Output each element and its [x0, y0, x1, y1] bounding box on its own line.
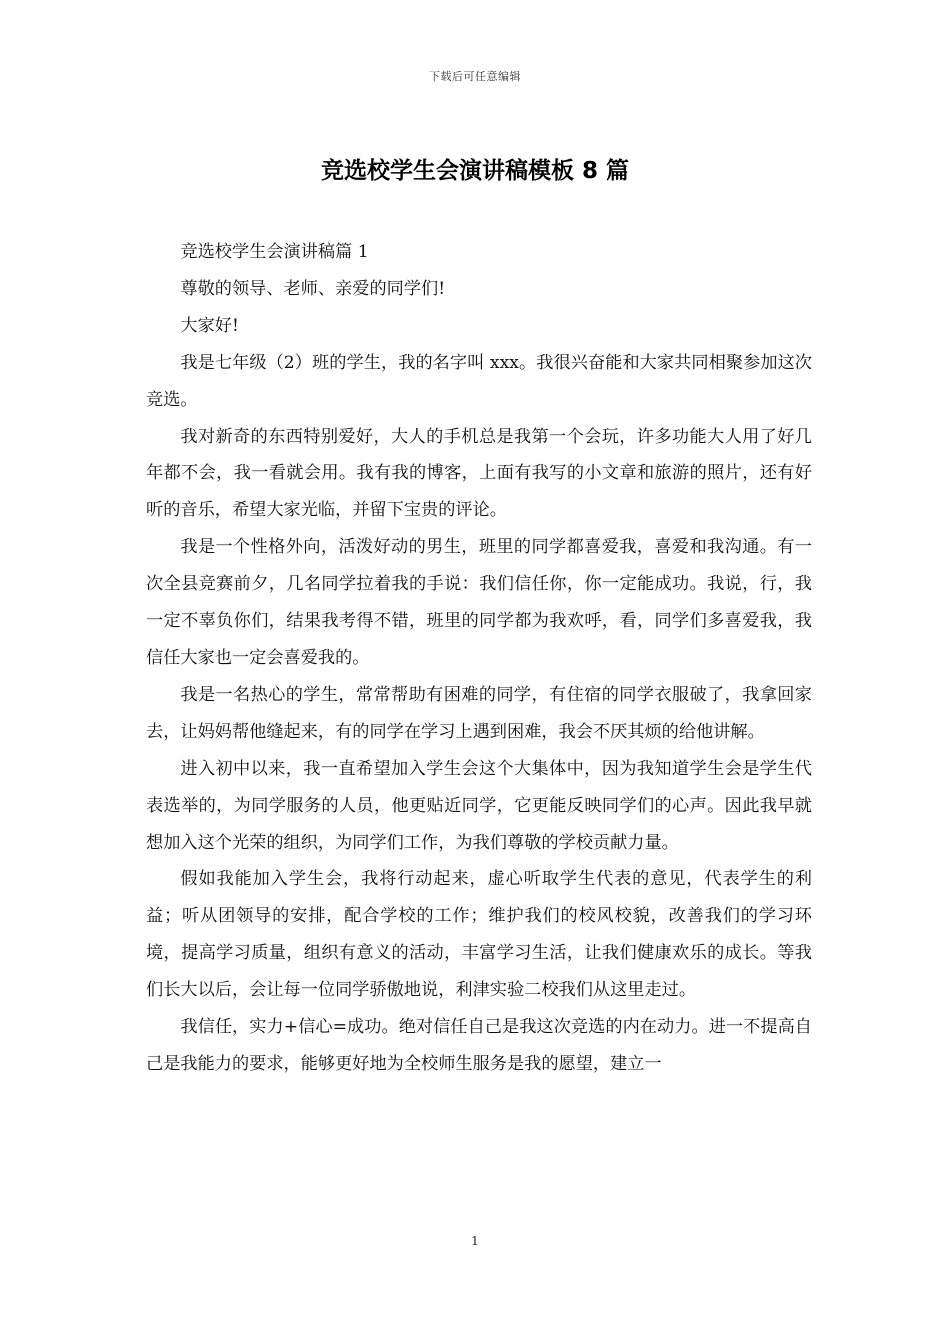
paragraph: 进入初中以来，我一直希望加入学生会这个大集体中，因为我知道学生会是学生代表选举的，为同学服务的人员，他更贴近同学，它更能反映同学们的心声。因此我早就想加入这个光荣的组织，为同学们工作，为我们尊敬的学校贡献力量。: [146, 758, 812, 853]
paragraph: 我是七年级（2）班的学生，我的名字叫 xxx。我很兴奋能和大家共同相聚参加这次竞选。: [146, 352, 812, 410]
document-title: 竞选校学生会演讲稿模板 8 篇: [320, 158, 630, 184]
paragraph-salutation: 尊敬的领导、老师、亲爱的同学们!: [180, 278, 446, 299]
document-body: [146, 234, 812, 1083]
paragraph: 我是一名热心的学生，常常帮助有困难的同学，有住宿的同学衣服破了，我拿回家去，让妈妈帮他缝起来，有的同学在学习上遇到困难，我会不厌其烦的给他讲解。: [146, 684, 812, 742]
header-note: 下载后可任意编辑: [429, 70, 521, 83]
paragraph: 我对新奇的东西特别爱好，大人的手机总是我第一个会玩，许多功能大人用了好几年都不会，我一看就会用。我有我的博客，上面有我写的小文章和旅游的照片，还有好听的音乐，希望大家光临，并留下宝贵的评论。: [146, 426, 812, 521]
page-number: 1: [471, 1234, 479, 1248]
paragraph: 假如我能加入学生会，我将行动起来，虚心听取学生代表的意见，代表学生的利益；听从团领导的安排，配合学校的工作；维护我们的校风校貌，改善我们的学习环境，提高学习质量，组织有意义的活动，丰富学习生活，让我们健康欢乐的成长。等我们长大以后，会让每一位同学骄傲地说，利津实验二校我们从这里走过。: [146, 869, 812, 1001]
paragraph-section-heading: 竞选校学生会演讲稿篇 1: [180, 242, 369, 262]
paragraph: 我是一个性格外向，活泼好动的男生，班里的同学都喜爱我，喜爱和我沟通。有一次全县竞赛前夕，几名同学拉着我的手说：我们信任你，你一定能成功。我说，行，我一定不辜负你们，结果我考得不错，班里的同学都为我欢呼，看，同学们多喜爱我，我信任大家也一定会喜爱我的。: [146, 537, 812, 668]
paragraph: 我信任，实力+信心=成功。绝对信任自己是我这次竞选的内在动力。进一不提高自己是我能力的要求，能够更好地为全校师生服务是我的愿望，建立一: [146, 1017, 812, 1074]
paragraph-greeting: 大家好!: [180, 315, 239, 336]
